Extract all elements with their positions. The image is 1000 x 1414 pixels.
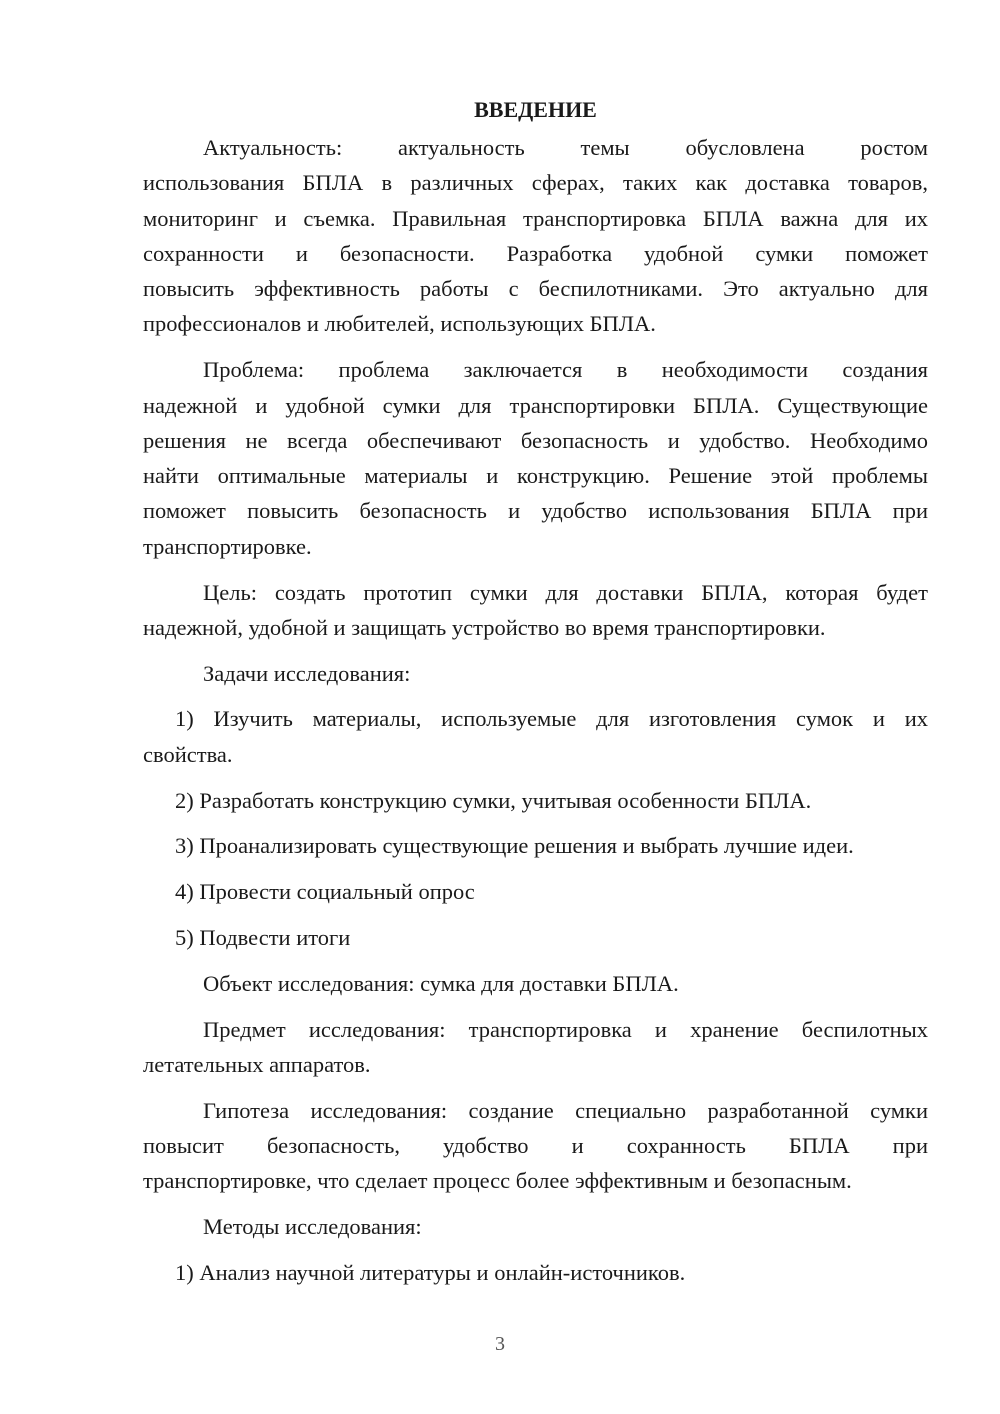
paragraph: [143, 1093, 928, 1199]
text-line: 1) Изучить материалы, используемые для изготовления сумок и их: [175, 706, 928, 732]
text-line: 4) Провести социальный опрос: [175, 879, 475, 905]
text-line: повысит безопасность, удобство и сохранность БПЛА при: [143, 1132, 928, 1158]
text-line: профессионалов и любителей, использующих БПЛА.: [143, 311, 656, 337]
paragraph: [143, 575, 928, 646]
list-item: [143, 701, 928, 772]
text-line: поможет повысить безопасность и удобство использования БПЛА при: [143, 498, 928, 524]
list-item: [143, 1255, 928, 1290]
text-line: летательных аппаратов.: [143, 1051, 371, 1077]
text-line: Предмет исследования: транспортировка и хранение беспилотных: [203, 1016, 928, 1042]
text-line: мониторинг и съемка. Правильная транспортировка БПЛА важна для их: [143, 205, 928, 231]
text-line: 5) Подвести итоги: [175, 924, 351, 950]
text-line: решения не всегда обеспечивают безопасность и удобство. Необходимо: [143, 427, 928, 453]
paragraph: [143, 1012, 928, 1083]
text-line: Актуальность: актуальность темы обусловлена ростом: [203, 135, 928, 160]
text-line: надежной и удобной сумки для транспортировки БПЛА. Существующие: [143, 392, 928, 418]
text-line: Объект исследования: сумка для доставки БПЛА.: [203, 970, 679, 996]
text-line: надежной, удобной и защищать устройство во время транспортировки.: [143, 614, 826, 640]
list-item: [143, 783, 928, 818]
text-line: использования БПЛА в различных сферах, таких как доставка товаров,: [143, 170, 928, 196]
paragraph: [143, 966, 928, 1001]
text-line: найти оптимальные материалы и конструкцию. Решение этой проблемы: [143, 463, 928, 489]
text-line: 3) Проанализировать существующие решения и выбрать лучшие идеи.: [175, 833, 854, 859]
text-line: 1) Анализ научной литературы и онлайн-источников.: [175, 1259, 686, 1285]
text-line: Задачи исследования:: [203, 660, 411, 686]
text-line: сохранности и безопасности. Разработка удобной сумки поможет: [143, 240, 928, 266]
document-body: [143, 130, 928, 1290]
paragraph: [143, 1209, 928, 1244]
paragraph: [143, 352, 928, 564]
section-title: ВВЕДЕНИЕ: [474, 97, 597, 122]
list-item: [143, 920, 928, 955]
paragraph: [143, 656, 928, 691]
page-number: 3: [495, 1333, 505, 1355]
document-page: [143, 92, 928, 1290]
list-item: [143, 874, 928, 909]
text-line: свойства.: [143, 741, 233, 767]
text-line: Проблема: проблема заключается в необходимости создания: [203, 357, 928, 383]
list-item: [143, 828, 928, 863]
text-line: транспортировке, что сделает процесс более эффективным и безопасным.: [143, 1168, 852, 1194]
paragraph: [143, 130, 928, 342]
text-line: Гипотеза исследования: создание специально разработанной сумки: [203, 1097, 928, 1123]
text-line: Методы исследования:: [203, 1214, 422, 1240]
text-line: повысить эффективность работы с беспилотниками. Это актуально для: [143, 276, 928, 302]
text-line: Цель: создать прототип сумки для доставки БПЛА, которая будет: [203, 579, 928, 605]
text-line: транспортировке.: [143, 533, 312, 559]
text-line: 2) Разработать конструкцию сумки, учитывая особенности БПЛА.: [175, 787, 812, 813]
